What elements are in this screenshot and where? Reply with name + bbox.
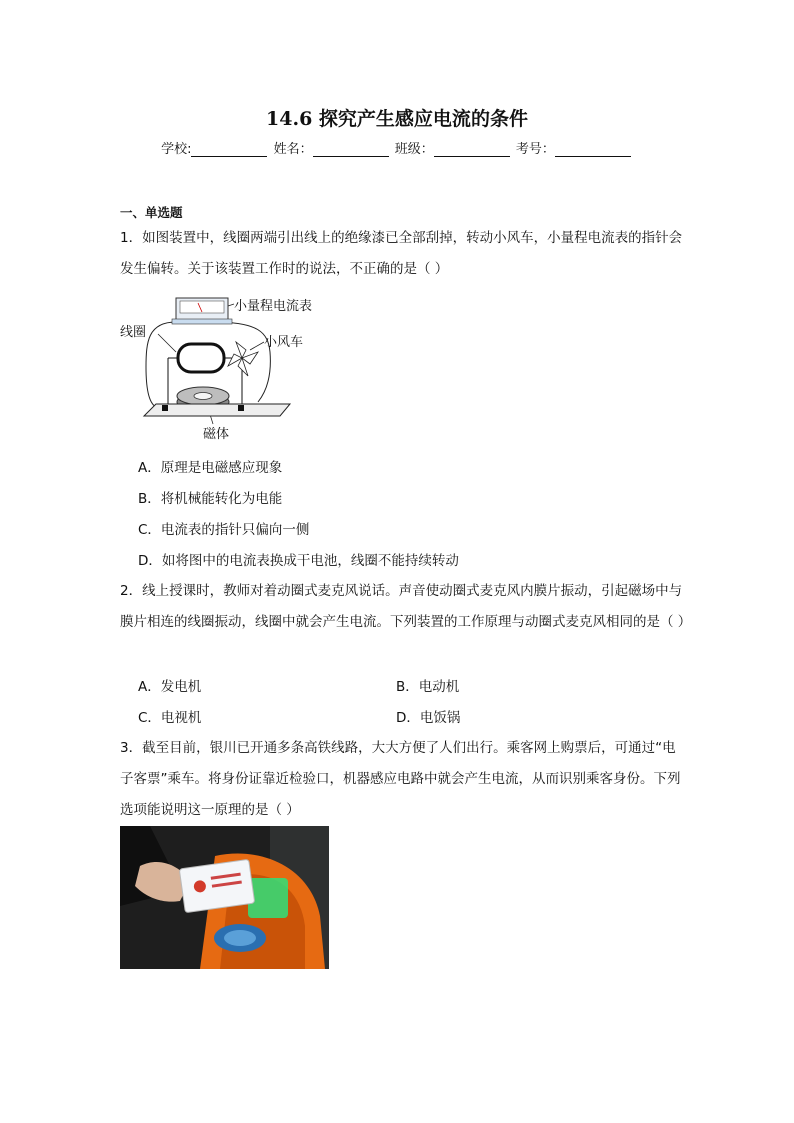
page-title: 14.6 探究产生感应电流的条件 bbox=[266, 108, 528, 130]
question-1-stem: 1．如图装置中，线圈两端引出线上的绝缘漆已全部刮掉，转动小风车，小量程电流表的指针会发生偏转。关于该装置工作时的说法，不正确的是（ ） bbox=[120, 230, 683, 277]
id-card-scan-illustration bbox=[120, 826, 329, 969]
name-blank[interactable] bbox=[313, 142, 389, 157]
q2-option-d[interactable]: D．电饭锅 bbox=[396, 710, 461, 726]
question-3-stem: 3．截至目前，银川已开通多条高铁线路，大大方便了人们出行。乘客网上购票后，可通过“电子客票”乘车。将身份证靠近检验口，机器感应电路中就会产生电流，从而识别乘客身份。下列选项能说明这一原理的是（ ） bbox=[120, 740, 681, 818]
exam-number-label: 考号： bbox=[515, 142, 555, 157]
label-meter: 小量程电流表 bbox=[234, 299, 313, 314]
school-blank[interactable] bbox=[191, 142, 267, 157]
q1-option-c[interactable]: C．电流表的指针只偏向一侧 bbox=[138, 522, 310, 538]
pinwheel-icon bbox=[228, 342, 258, 376]
student-info-line bbox=[0, 138, 794, 157]
section-heading: 一、单选题 bbox=[120, 205, 183, 220]
q1-option-d[interactable]: D．如将图中的电流表换成干电池，线圈不能持续转动 bbox=[138, 553, 459, 569]
class-label: 班级： bbox=[394, 142, 434, 157]
label-magnet: 磁体 bbox=[203, 427, 230, 442]
q2-option-b[interactable]: B．电动机 bbox=[396, 679, 460, 695]
question-2-stem: 2．线上授课时，教师对着动圈式麦克风说话。声音使动圈式麦克风内膜片振动，引起磁场中与膜片相连的线圈振动，线圈中就会产生电流。下列装置的工作原理与动圈式麦克风相同的是（ ） bbox=[120, 583, 692, 630]
q1-option-b[interactable]: B．将机械能转化为电能 bbox=[138, 491, 283, 507]
q2-option-c[interactable]: C．电视机 bbox=[138, 710, 202, 726]
label-coil: 线圈 bbox=[120, 325, 147, 340]
q2-option-a[interactable]: A．发电机 bbox=[138, 679, 202, 695]
exam-number-blank[interactable] bbox=[555, 142, 631, 157]
label-fan: 小风车 bbox=[264, 335, 304, 350]
class-blank[interactable] bbox=[434, 142, 510, 157]
q1-option-a[interactable]: A．原理是电磁感应现象 bbox=[138, 460, 283, 476]
id-card-gate-photo bbox=[120, 826, 329, 969]
wire-left bbox=[146, 322, 176, 410]
name-label: 姓名： bbox=[273, 142, 313, 157]
generator-apparatus-figure bbox=[118, 292, 328, 444]
coil-icon bbox=[178, 344, 224, 372]
school-label: 学校: bbox=[161, 142, 192, 157]
